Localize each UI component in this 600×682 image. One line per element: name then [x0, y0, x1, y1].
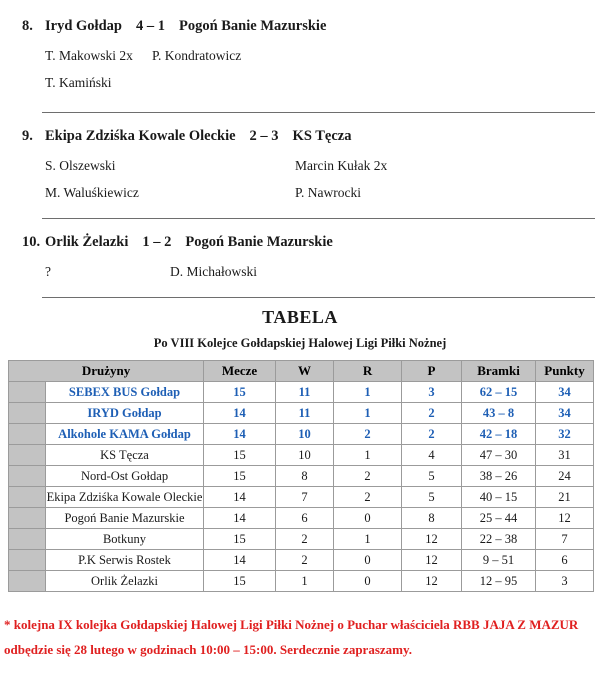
position-cell	[9, 508, 46, 529]
bramki-cell: 42 – 18	[462, 424, 536, 445]
match-score: 1 – 2	[142, 234, 172, 250]
r-cell: 0	[334, 550, 402, 571]
p-cell: 2	[402, 403, 462, 424]
match-number: 10.	[22, 234, 41, 250]
scorer-away: D. Michałowski	[170, 264, 257, 279]
col-header-druzyny: Drużyny	[9, 361, 204, 382]
bramki-cell: 43 – 8	[462, 403, 536, 424]
mecze-cell: 14	[204, 424, 276, 445]
r-cell: 2	[334, 424, 402, 445]
table-row	[9, 382, 594, 403]
match-heading	[0, 126, 600, 146]
scorer-away: Marcin Kułak 2x	[295, 158, 388, 173]
mecze-cell: 15	[204, 529, 276, 550]
match-result-10	[0, 232, 600, 285]
p-cell: 4	[402, 445, 462, 466]
home-team: Ekipa Zdziśka Kowale Oleckie	[45, 128, 236, 144]
p-cell: 12	[402, 550, 462, 571]
punkty-cell: 6	[536, 550, 594, 571]
away-team: Pogoń Banie Mazurskie	[185, 234, 333, 250]
mecze-cell: 14	[204, 508, 276, 529]
scorer-home: T. Kamiński	[45, 75, 112, 90]
scorer-home: S. Olszewski	[45, 158, 116, 173]
w-cell: 2	[276, 529, 334, 550]
section-divider	[42, 218, 595, 219]
table-title: TABELA	[262, 307, 338, 327]
match-score: 2 – 3	[249, 128, 279, 144]
scorer-away	[152, 69, 600, 96]
w-cell: 7	[276, 487, 334, 508]
table-row	[9, 571, 594, 592]
col-header-r: R	[334, 361, 402, 382]
w-cell: 10	[276, 445, 334, 466]
scorer-away: P. Nawrocki	[295, 185, 361, 200]
position-cell	[9, 529, 46, 550]
league-table	[8, 360, 594, 592]
position-cell	[9, 445, 46, 466]
bramki-cell: 22 – 38	[462, 529, 536, 550]
team-cell: IRYD Gołdap	[46, 403, 204, 424]
punkty-cell: 12	[536, 508, 594, 529]
section-divider	[42, 297, 595, 298]
punkty-cell: 34	[536, 403, 594, 424]
r-cell: 2	[334, 466, 402, 487]
mecze-cell: 15	[204, 571, 276, 592]
bramki-cell: 25 – 44	[462, 508, 536, 529]
bramki-cell: 47 – 30	[462, 445, 536, 466]
table-row	[9, 529, 594, 550]
position-cell	[9, 550, 46, 571]
r-cell: 0	[334, 571, 402, 592]
scorer-away: P. Kondratowicz	[152, 48, 242, 63]
announcement-line-1: * kolejna IX kolejka Gołdapskiej Halowej Ligi Piłki Nożnej o Puchar właściciela RBB JAJA Z MAZUR	[4, 617, 579, 632]
announcement-line-2: odbędzie się 28 lutego w godzinach 10:00 – 15:00. Serdecznie zapraszamy.	[4, 642, 413, 657]
scorer-home: T. Makowski 2x	[45, 48, 133, 63]
table-row	[9, 466, 594, 487]
p-cell: 2	[402, 424, 462, 445]
scorer-home: M. Waluśkiewicz	[45, 185, 139, 200]
r-cell: 1	[334, 403, 402, 424]
table-row	[9, 550, 594, 571]
w-cell: 8	[276, 466, 334, 487]
p-cell: 12	[402, 571, 462, 592]
col-header-mecze: Mecze	[204, 361, 276, 382]
table-row	[9, 424, 594, 445]
bramki-cell: 62 – 15	[462, 382, 536, 403]
mecze-cell: 14	[204, 550, 276, 571]
away-team: Pogoń Banie Mazurskie	[178, 18, 327, 34]
r-cell: 2	[334, 487, 402, 508]
team-cell: Nord-Ost Gołdap	[46, 466, 204, 487]
r-cell: 1	[334, 529, 402, 550]
p-cell: 5	[402, 466, 462, 487]
punkty-cell: 34	[536, 382, 594, 403]
team-cell: Orlik Żelazki	[46, 571, 204, 592]
match-number: 9.	[22, 128, 33, 144]
w-cell: 11	[276, 382, 334, 403]
position-cell	[9, 403, 46, 424]
punkty-cell: 24	[536, 466, 594, 487]
table-row	[9, 508, 594, 529]
position-cell	[9, 424, 46, 445]
w-cell: 2	[276, 550, 334, 571]
bramki-cell: 9 – 51	[462, 550, 536, 571]
w-cell: 10	[276, 424, 334, 445]
p-cell: 5	[402, 487, 462, 508]
team-cell: Alkohole KAMA Gołdap	[46, 424, 204, 445]
p-cell: 3	[402, 382, 462, 403]
match-result-8	[0, 16, 600, 96]
col-header-w: W	[276, 361, 334, 382]
p-cell: 12	[402, 529, 462, 550]
position-cell	[9, 466, 46, 487]
table-row	[9, 445, 594, 466]
team-cell: P.K Serwis Rostek	[46, 550, 204, 571]
match-heading	[0, 232, 600, 252]
match-result-9	[0, 126, 600, 206]
scorers-list	[45, 258, 600, 285]
r-cell: 1	[334, 382, 402, 403]
w-cell: 6	[276, 508, 334, 529]
punkty-cell: 3	[536, 571, 594, 592]
bramki-cell: 40 – 15	[462, 487, 536, 508]
p-cell: 8	[402, 508, 462, 529]
mecze-cell: 15	[204, 466, 276, 487]
bramki-cell: 38 – 26	[462, 466, 536, 487]
col-header-punkty: Punkty	[536, 361, 594, 382]
w-cell: 11	[276, 403, 334, 424]
scorers-list	[45, 152, 600, 206]
table-row	[9, 403, 594, 424]
section-divider	[42, 112, 595, 113]
mecze-cell: 14	[204, 487, 276, 508]
table-row	[9, 487, 594, 508]
mecze-cell: 15	[204, 445, 276, 466]
table-subtitle: Po VIII Kolejce Gołdapskiej Halowej Ligi Piłki Nożnej	[153, 336, 447, 350]
team-cell: Ekipa Zdziśka Kowale Oleckie	[46, 487, 204, 508]
away-team: KS Tęcza	[292, 128, 352, 144]
scorer-home: ?	[45, 264, 51, 279]
match-number: 8.	[22, 18, 33, 34]
position-cell	[9, 382, 46, 403]
col-header-p: P	[402, 361, 462, 382]
table-header-row	[9, 361, 594, 382]
home-team: Orlik Żelazki	[45, 234, 129, 250]
col-header-bramki: Bramki	[462, 361, 536, 382]
r-cell: 1	[334, 445, 402, 466]
team-cell: SEBEX BUS Gołdap	[46, 382, 204, 403]
team-cell: Botkuny	[46, 529, 204, 550]
document-page	[0, 16, 600, 682]
match-score: 4 – 1	[135, 18, 165, 34]
team-cell: KS Tęcza	[46, 445, 204, 466]
match-heading	[0, 16, 600, 36]
punkty-cell: 31	[536, 445, 594, 466]
w-cell: 1	[276, 571, 334, 592]
mecze-cell: 14	[204, 403, 276, 424]
punkty-cell: 7	[536, 529, 594, 550]
announcement-note	[4, 612, 594, 662]
scorers-list	[45, 42, 600, 96]
mecze-cell: 15	[204, 382, 276, 403]
bramki-cell: 12 – 95	[462, 571, 536, 592]
home-team: Iryd Gołdap	[45, 18, 122, 34]
punkty-cell: 32	[536, 424, 594, 445]
punkty-cell: 21	[536, 487, 594, 508]
r-cell: 0	[334, 508, 402, 529]
team-cell: Pogoń Banie Mazurskie	[46, 508, 204, 529]
position-cell	[9, 487, 46, 508]
position-cell	[9, 571, 46, 592]
